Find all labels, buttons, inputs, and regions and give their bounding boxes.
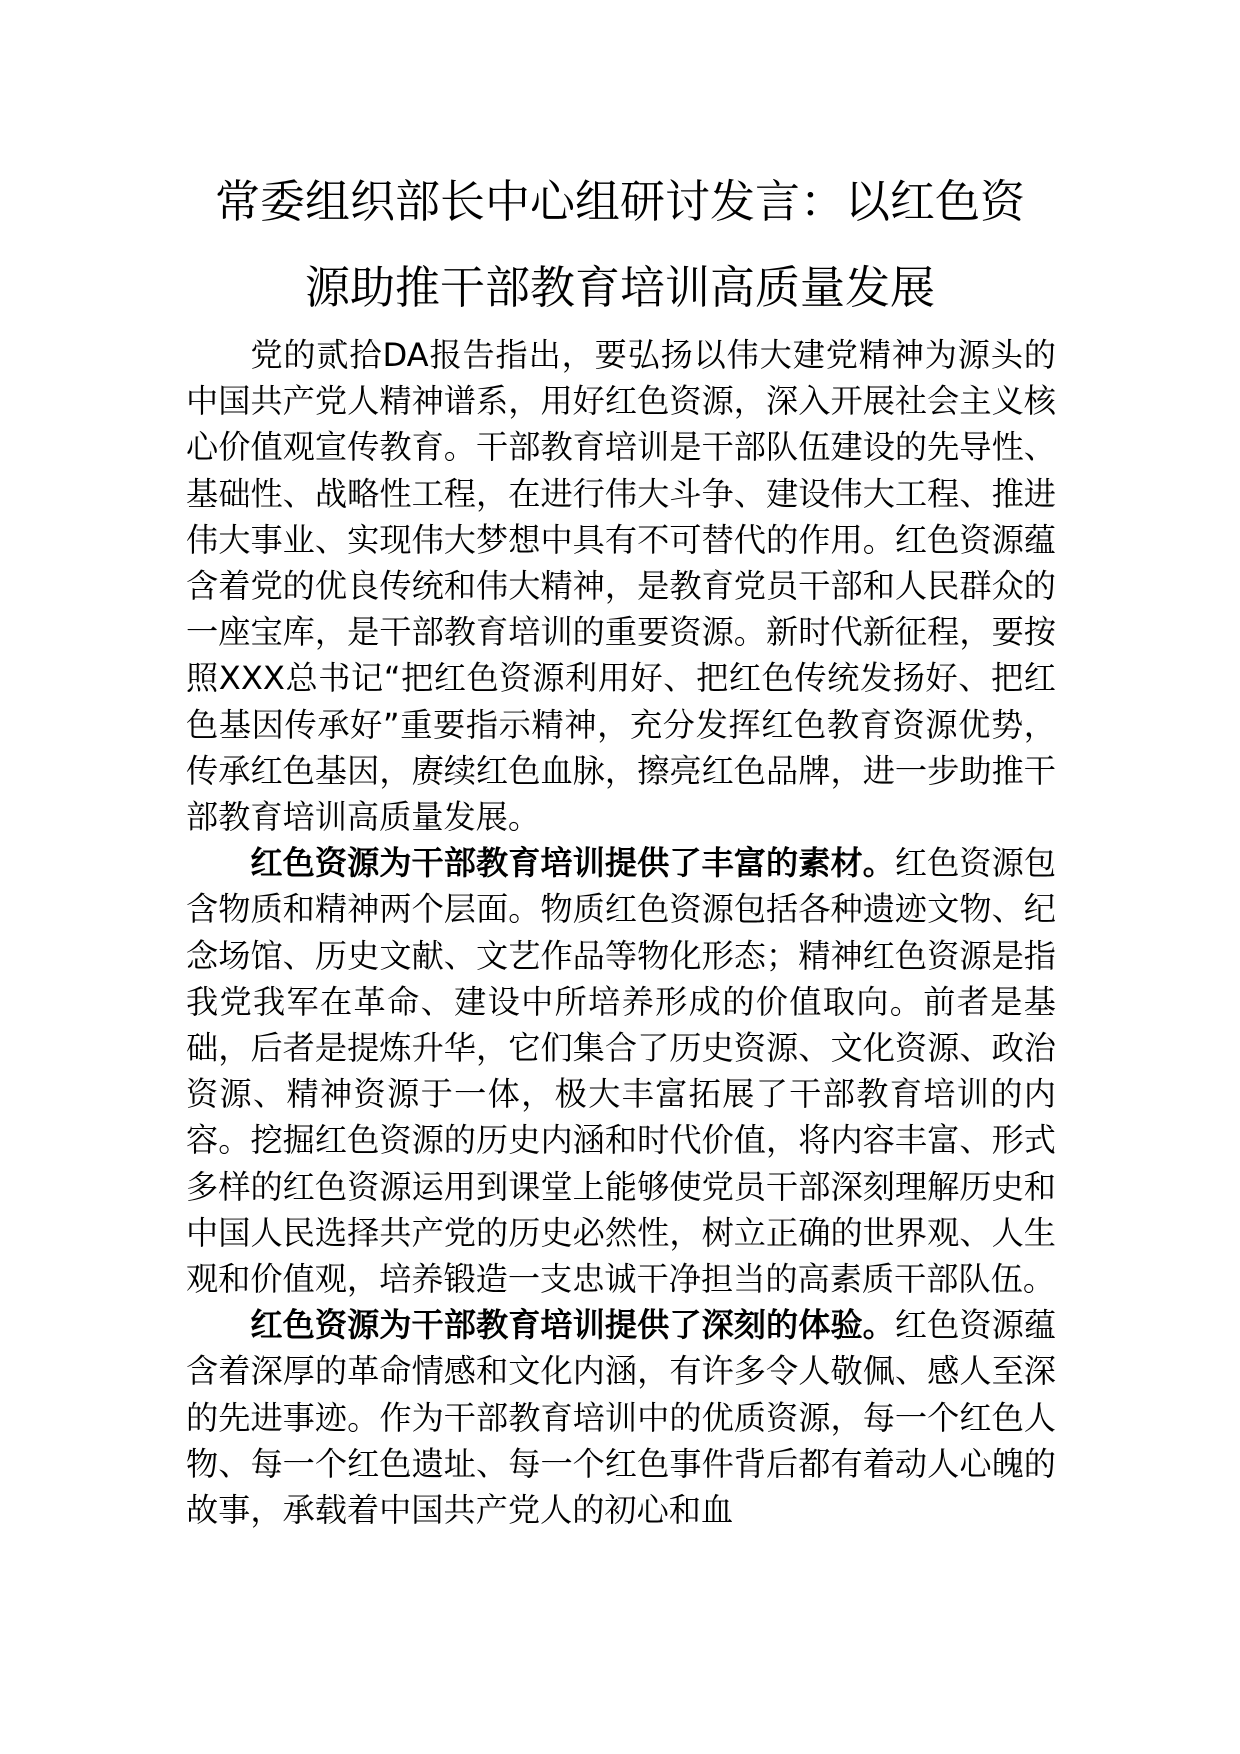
paragraph-materials xyxy=(186,840,1056,1302)
paragraph-text: 红色资源蕴含着深厚的革命情感和文化内涵，有许多令人敬佩、感人至深的先进事迹。作为干部教育培训中的优质资源，每一个红色人物、每一个红色遗址、每一个红色事件背后都有着动人心魄的故事，承载着中国共产党人的初心和血 xyxy=(186,1306,1057,1530)
paragraph-intro xyxy=(186,332,1056,840)
document-title-line-1: 常委组织部长中心组研讨发言：以红色资 xyxy=(214,175,1025,228)
paragraph-text: 党的贰拾DA报告指出，要弘扬以伟大建党精神为源头的中国共产党人精神谱系，用好红色资源，深入开展社会主义核心价值观宣传教育。干部教育培训是干部队伍建设的先导性、基础性、战略性工程，在进行伟大斗争、建设伟大工程、推进伟大事业、实现伟大梦想中具有不可替代的作用。红色资源蕴含着党的优良传统和伟大精神，是教育党员干部和人民群众的一座宝库，是干部教育培训的重要资源。新时代新征程，要按照XXX总书记“把红色资源利用好、把红色传统发扬好、把红色基因传承好”重要指示精神，充分发挥红色教育资源优势，传承红色基因，赓续红色血脉，擦亮红色品牌，进一步助推干部教育培训高质量发展。 xyxy=(186,336,1056,837)
paragraph-lead: 红色资源为干部教育培训提供了丰富的素材。 xyxy=(250,844,895,883)
paragraph-text: 红色资源包含物质和精神两个层面。物质红色资源包括各种遗迹文物、纪念场馆、历史文献、文艺作品等物化形态；精神红色资源是指我党我军在革命、建设中所培养形成的价值取向。前者是基础，后者是提炼升华，它们集合了历史资源、文化资源、政治资源、精神资源于一体，极大丰富拓展了干部教育培训的内容。挖掘红色资源的历史内涵和时代价值，将内容丰富、形式多样的红色资源运用到课堂上能够使党员干部深刻理解历史和中国人民选择共产党的历史必然性，树立正确的世界观、人生观和价值观，培养锻造一支忠诚干净担当的高素质干部队伍。 xyxy=(186,844,1057,1299)
paragraph-lead: 红色资源为干部教育培训提供了深刻的体验。 xyxy=(250,1306,895,1345)
document-title-line-2: 源助推干部教育培训高质量发展 xyxy=(304,261,935,314)
document-body xyxy=(186,332,1056,1533)
paragraph-experience xyxy=(186,1302,1056,1533)
